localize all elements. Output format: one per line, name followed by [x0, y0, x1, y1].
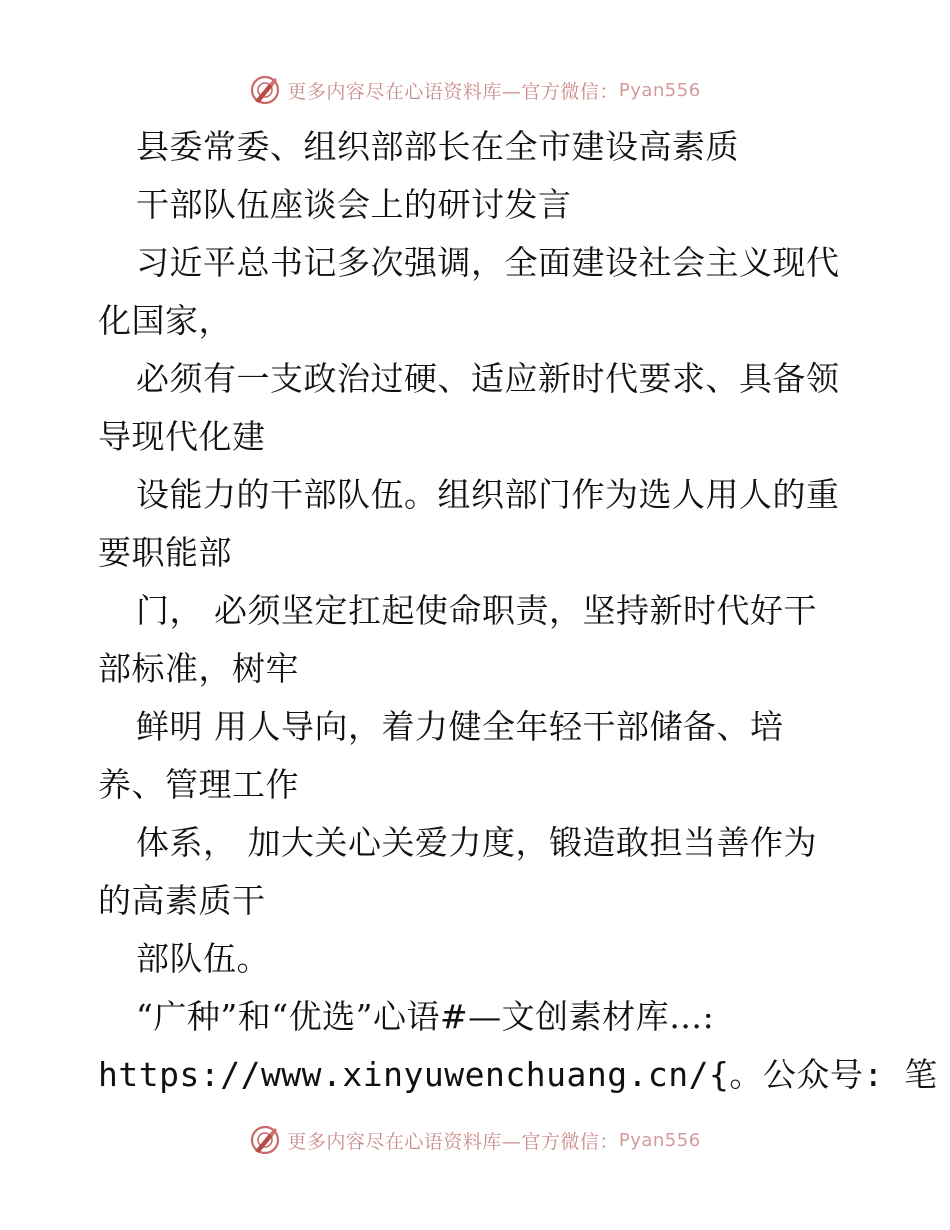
paragraph-line: 的高素质干 — [98, 881, 266, 920]
paragraph-line: 鲜明 用人导向，着力健全年轻干部储备、培 — [136, 707, 784, 746]
paragraph-line: 设能力的干部队伍。组织部门作为选人用人的重 — [136, 475, 840, 514]
paragraph-line: 化国家， — [98, 301, 232, 340]
header-watermark — [0, 70, 950, 110]
paragraph-line: 习近平总书记多次强调，全面建设社会主义现代 — [136, 243, 840, 282]
paragraph-line: 体系， 加大关心关爱力度，锻造敢担当善作为 — [136, 823, 817, 862]
pen-logo-icon — [249, 1124, 281, 1156]
watermark-text: 更多内容尽在心语资料库—官方微信： — [287, 1130, 619, 1153]
paragraph-line: 部队伍。 — [136, 939, 270, 978]
paragraph-line: 门， 必须坚定扛起使命职责，坚持新时代好干 — [136, 591, 817, 630]
paragraph-line: 要职能部 — [98, 533, 232, 572]
doc-title-line-2: 干部队伍座谈会上的研讨发言 — [136, 185, 572, 224]
footer-watermark — [0, 1120, 950, 1160]
document-body — [98, 118, 938, 1104]
paragraph-line: 养、管理工作 — [98, 765, 299, 804]
section-heading-line: “广种”和“优选”心语#—文创素材库…: — [136, 997, 715, 1036]
url-line: https://www.xinyuwenchuang.cn/{。公众号: 笔 — [98, 1055, 938, 1094]
paragraph-line: 导现代化建 — [98, 417, 266, 456]
paragraph-line: 必须有一支政治过硬、适应新时代要求、具备领 — [136, 359, 840, 398]
watermark-wechat-id: Pyan556 — [618, 1129, 701, 1151]
paragraph-line: 部标准，树牢 — [98, 649, 299, 688]
watermark-wechat-id: Pyan556 — [618, 79, 701, 101]
doc-title-line-1: 县委常委、组织部部长在全市建设高素质 — [136, 127, 739, 166]
watermark-text: 更多内容尽在心语资料库—官方微信： — [287, 80, 619, 103]
pen-logo-icon — [249, 74, 281, 106]
